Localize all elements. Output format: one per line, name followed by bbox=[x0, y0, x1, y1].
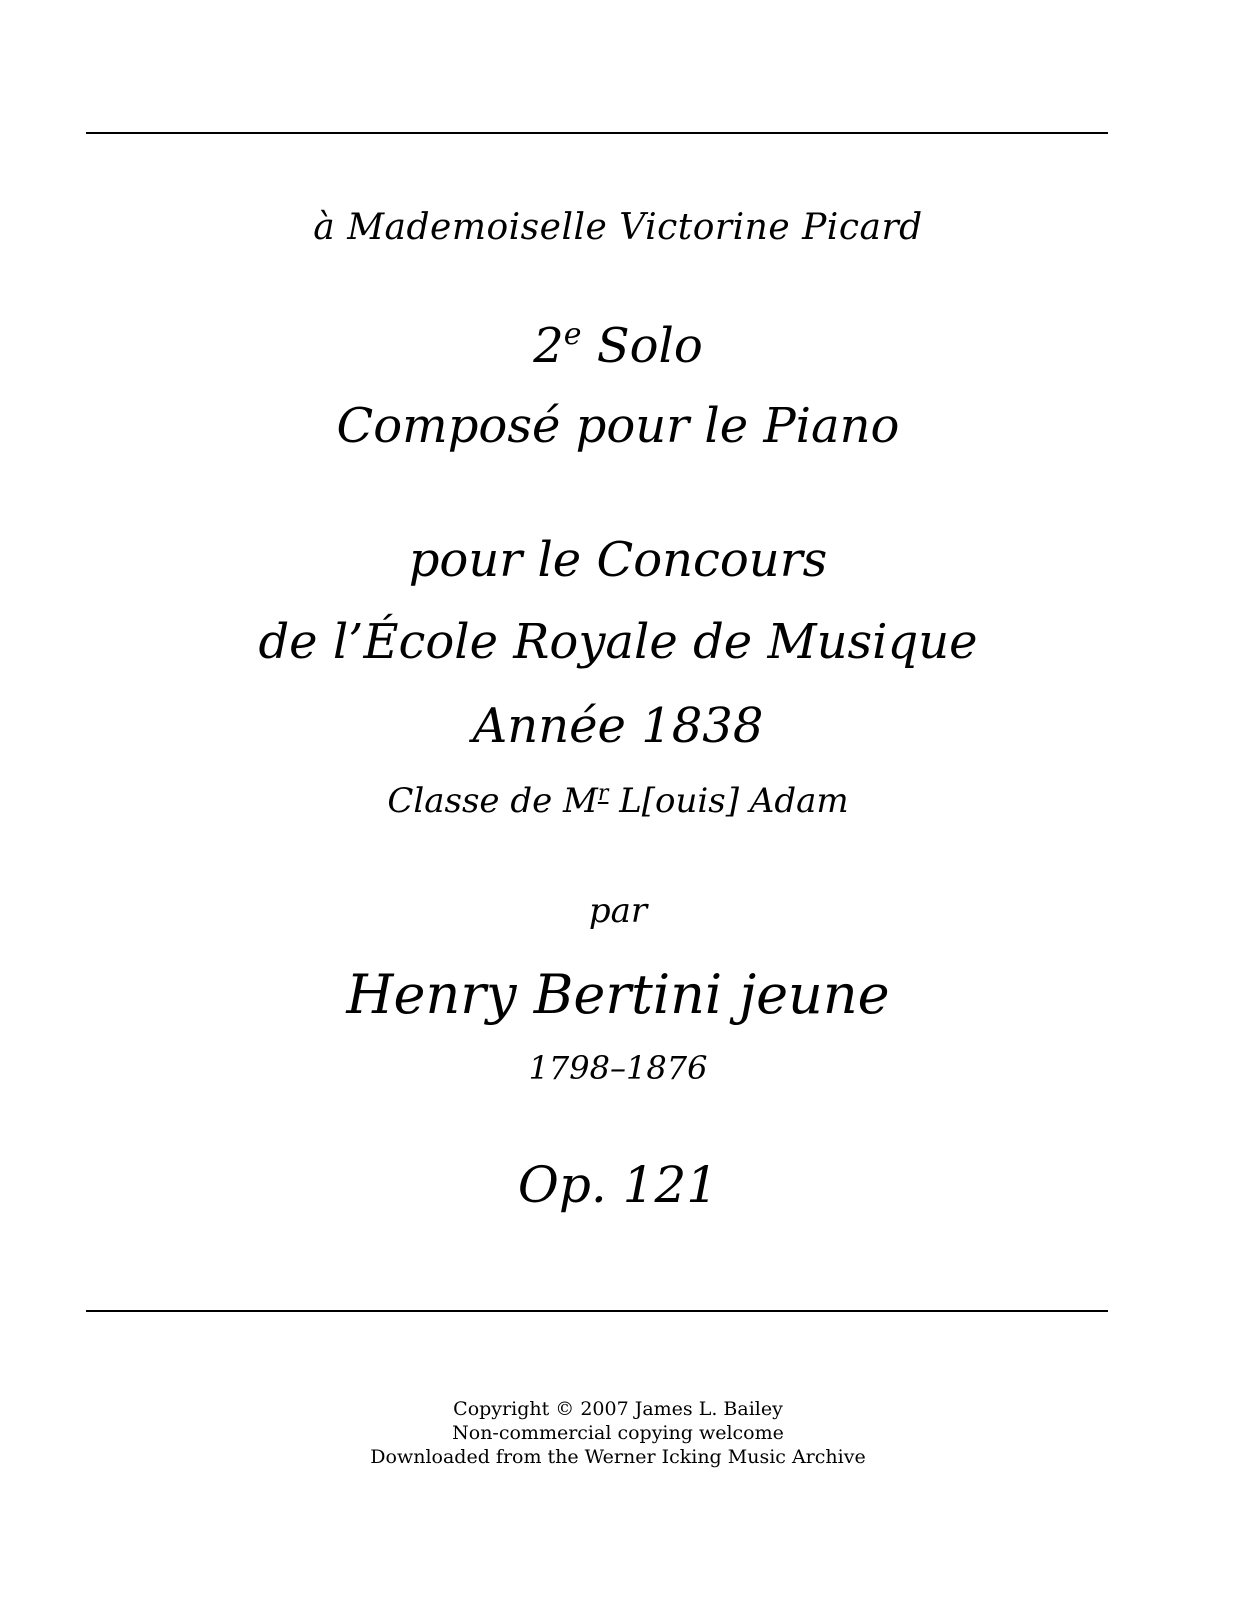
solo-title bbox=[0, 317, 1236, 374]
occasion-line-2: de l’École Royale de Musique bbox=[258, 614, 978, 670]
class-prefix: Classe de M bbox=[387, 781, 598, 821]
class-line bbox=[0, 781, 1236, 821]
class-teacher: L[ouis] Adam bbox=[608, 781, 849, 821]
opus-number: Op. 121 bbox=[517, 1156, 719, 1214]
class-title-suffix: r bbox=[597, 781, 609, 806]
dedication: à Mademoiselle Victorine Picard bbox=[313, 207, 923, 248]
bottom-rule bbox=[86, 1310, 1108, 1312]
by-label: par bbox=[588, 891, 648, 931]
footer-license: Non-commercial copying welcome bbox=[452, 1422, 784, 1444]
occasion-year: Année 1838 bbox=[472, 698, 764, 754]
solo-word: Solo bbox=[596, 318, 703, 374]
occasion-line-1: pour le Concours bbox=[408, 532, 828, 588]
footer-source: Downloaded from the Werner Icking Music Archive bbox=[370, 1446, 866, 1468]
solo-number: 2 bbox=[533, 318, 564, 374]
composer-dates: 1798–1876 bbox=[528, 1049, 708, 1087]
top-rule bbox=[86, 132, 1108, 134]
subtitle: Composé pour le Piano bbox=[336, 398, 900, 454]
footer-copyright: Copyright © 2007 James L. Bailey bbox=[453, 1398, 783, 1420]
composer-name: Henry Bertini jeune bbox=[346, 963, 890, 1026]
solo-number-suffix: e bbox=[563, 317, 582, 352]
